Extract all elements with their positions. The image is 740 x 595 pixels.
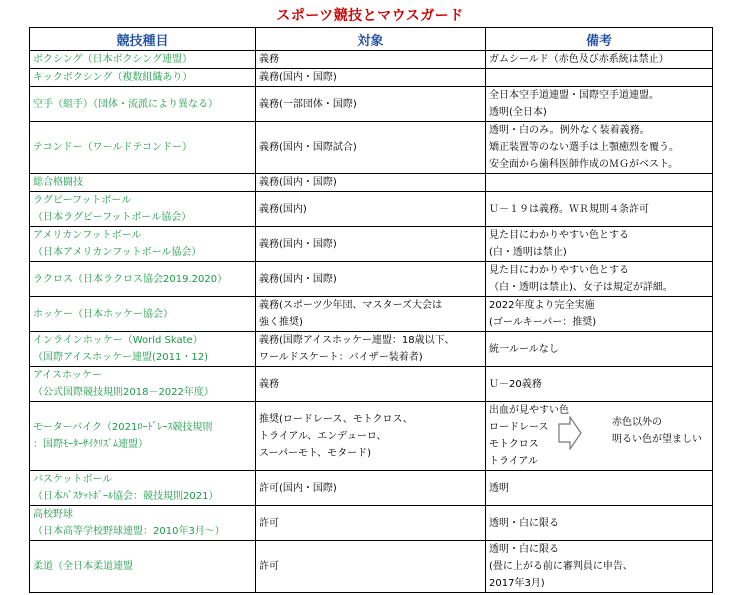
sport-line: テコンドー（ワールドテコンドー） — [33, 142, 192, 153]
sport-cell — [30, 69, 256, 87]
note-cell — [486, 174, 713, 192]
target-line: 義務 — [259, 54, 279, 65]
note-line: Ｕ－１９は義務。ＷＲ規則４条許可 — [489, 203, 649, 215]
table-row — [30, 367, 713, 402]
sport-line: （日本高等学校野球連盟：2010年3月～） — [33, 526, 225, 537]
sport-line: アメリカンフットボール — [33, 230, 142, 241]
sport-cell — [30, 471, 256, 506]
note-line: 出血が見やすい色 — [489, 405, 569, 416]
table-row — [30, 262, 713, 297]
target-line: 義務(スポーツ少年団、マスターズ大会は — [259, 300, 443, 311]
sport-line: 柔道（全日本柔道連盟 — [33, 561, 133, 572]
target-line: ワールドスケート：バイザー装着者) — [259, 352, 423, 363]
note-line: (ゴールキーパー：推奨) — [489, 317, 597, 328]
note-right-block — [612, 414, 702, 448]
sport-line: ボクシング（日本ボクシング連盟） — [33, 54, 193, 65]
note-line: 透明・白のみ。例外なく装着義務。 — [489, 125, 650, 136]
note-line: (白・透明は禁止) — [489, 247, 567, 258]
target-cell — [256, 332, 486, 367]
note-cell — [486, 471, 713, 506]
note-line: 明るい色が望ましい — [612, 434, 702, 445]
target-cell — [256, 192, 486, 227]
note-cell — [486, 506, 713, 541]
target-cell — [256, 51, 486, 69]
sport-line: バスケットボール — [33, 474, 113, 485]
sport-line: （日本アメリカンフットボール協会） — [33, 247, 202, 258]
header-note: 備考 — [486, 28, 713, 51]
sport-line: （国際アイスホッケー連盟(2011・12) — [33, 352, 208, 363]
note-line: 安全面から歯科医師作成のＭＧがベスト。 — [489, 159, 679, 170]
target-line: 強く推奨) — [259, 317, 303, 328]
table-row — [30, 192, 713, 227]
sport-line: 高校野球 — [33, 509, 73, 520]
sport-line: （公式国際競技規則2018－2022年度） — [33, 387, 214, 398]
table-row — [30, 471, 713, 506]
table-row — [30, 174, 713, 192]
sport-line: ラクロス（日本ラクロス協会2019.2020） — [33, 273, 228, 285]
note-line: （白・透明は禁止)、女子は規定が詳細。 — [489, 282, 673, 293]
note-cell — [486, 192, 713, 227]
target-cell — [256, 262, 486, 297]
target-line: 義務(国内) — [259, 203, 307, 215]
sport-line: モーターバイク（2021ﾛｰﾄﾞﾚｰｽ競技規則 — [33, 422, 213, 433]
note-line: トライアル — [489, 456, 538, 467]
sport-cell — [30, 174, 256, 192]
sport-cell — [30, 227, 256, 262]
note-cell — [486, 262, 713, 297]
sport-line: アイスホッケー — [33, 370, 102, 381]
target-line: 義務(国内・国際) — [259, 177, 337, 188]
sport-cell — [30, 122, 256, 174]
target-cell — [256, 174, 486, 192]
sport-cell — [30, 367, 256, 402]
note-line: ロードレース — [489, 422, 549, 433]
note-line: 見た目にわかりやすい色とする — [489, 230, 629, 241]
table-row — [30, 69, 713, 87]
table-row — [30, 332, 713, 367]
note-line: ガムシールド（赤色及び赤系統は禁止） — [489, 54, 669, 65]
note-cell — [486, 332, 713, 367]
table-row — [30, 227, 713, 262]
sport-line: （日本ラグビーフットボール協会） — [33, 212, 192, 223]
header-target: 対象 — [256, 28, 486, 51]
table-row — [30, 87, 713, 122]
sport-cell — [30, 402, 256, 471]
sport-cell — [30, 192, 256, 227]
target-cell — [256, 506, 486, 541]
table-row — [30, 51, 713, 69]
note-line: 透明 — [489, 482, 509, 494]
table-row — [30, 297, 713, 332]
sport-cell — [30, 506, 256, 541]
sport-cell — [30, 262, 256, 297]
sport-cell — [30, 332, 256, 367]
target-cell — [256, 402, 486, 471]
note-cell — [486, 69, 713, 87]
note-left-block — [489, 402, 569, 470]
table-row — [30, 402, 713, 471]
target-cell — [256, 541, 486, 593]
note-cell — [486, 122, 713, 174]
target-line: 許可 — [259, 517, 279, 529]
table-row — [30, 541, 713, 593]
table-row — [30, 122, 713, 174]
note-line: Ｕ－20義務 — [489, 378, 542, 390]
note-line: 赤色以外の — [612, 417, 662, 428]
target-cell — [256, 367, 486, 402]
sport-line: ：国際ﾓｰﾀｰｻｲｸﾘｽﾞﾑ連盟） — [33, 439, 148, 450]
target-line: 義務(国内・国際) — [259, 273, 337, 285]
sport-line: キックボクシング（複数組織あり） — [33, 72, 193, 83]
sport-line: ホッケー（日本ホッケー協会） — [33, 308, 173, 320]
sports-mouthguard-table — [29, 27, 713, 593]
note-cell — [486, 367, 713, 402]
sport-line: インラインホッケー（World Skate） — [33, 335, 203, 346]
note-line: 2017年3月) — [489, 578, 545, 589]
target-line: 推奨(ロードレース、モトクロス、 — [259, 413, 413, 425]
target-cell — [256, 471, 486, 506]
target-cell — [256, 87, 486, 122]
sport-line: ラグビーフットボール — [33, 195, 132, 206]
note-line: 矯正装置等のない選手は上顎癒烈を覆う。 — [489, 142, 679, 153]
sport-line: （日本ﾊﾞｽｹｯﾄﾎﾞｰﾙ協会：競技規則2021） — [33, 491, 219, 502]
header-row — [30, 28, 713, 51]
target-line: スーパーモト、モタード) — [259, 447, 372, 459]
note-cell — [486, 402, 713, 471]
target-line: 許可(国内・国際) — [259, 482, 337, 494]
target-cell — [256, 122, 486, 174]
note-line: 2022年度より完全実施 — [489, 300, 595, 311]
note-line: モトクロス — [489, 439, 539, 450]
target-line: 義務 — [259, 378, 279, 390]
right-arrow-icon — [558, 416, 582, 450]
note-cell — [486, 227, 713, 262]
note-cell — [486, 541, 713, 593]
note-line: 透明・白に限る — [489, 517, 559, 529]
header-sport: 競技種目 — [30, 28, 256, 51]
note-cell — [486, 297, 713, 332]
note-line: (畳に上がる前に審判員に申告、 — [489, 561, 633, 572]
note-cell — [486, 87, 713, 122]
sport-cell — [30, 51, 256, 69]
sport-line: 総合格闘技 — [33, 177, 83, 188]
page-title: スポーツ競技とマウスガード — [276, 8, 464, 24]
note-cell — [486, 51, 713, 69]
note-line: 見た目にわかりやすい色とする — [489, 265, 629, 276]
note-line: 透明・白に限る — [489, 544, 559, 555]
target-line: 義務(国内・国際試合) — [259, 142, 357, 153]
note-line: 透明(全日本) — [489, 107, 547, 118]
target-line: 義務(国内・国際) — [259, 238, 337, 250]
target-line: 義務(国内・国際) — [259, 72, 337, 83]
target-line: 義務(一部団体・国際) — [259, 98, 357, 110]
note-line: 全日本空手道連盟・国際空手道連盟。 — [489, 90, 659, 101]
target-cell — [256, 69, 486, 87]
sport-cell — [30, 297, 256, 332]
target-line: 許可 — [259, 561, 279, 572]
target-cell — [256, 297, 486, 332]
note-line: 統一ルールなし — [489, 343, 559, 355]
sport-cell — [30, 541, 256, 593]
table-row — [30, 506, 713, 541]
target-line: 義務(国際アイスホッケー連盟：18歳以下、 — [259, 335, 455, 346]
sport-line: 空手（組手）（団体・流派により異なる） — [33, 98, 218, 110]
target-cell — [256, 227, 486, 262]
target-line: トライアル、エンデューロ、 — [259, 430, 387, 442]
sport-cell — [30, 87, 256, 122]
